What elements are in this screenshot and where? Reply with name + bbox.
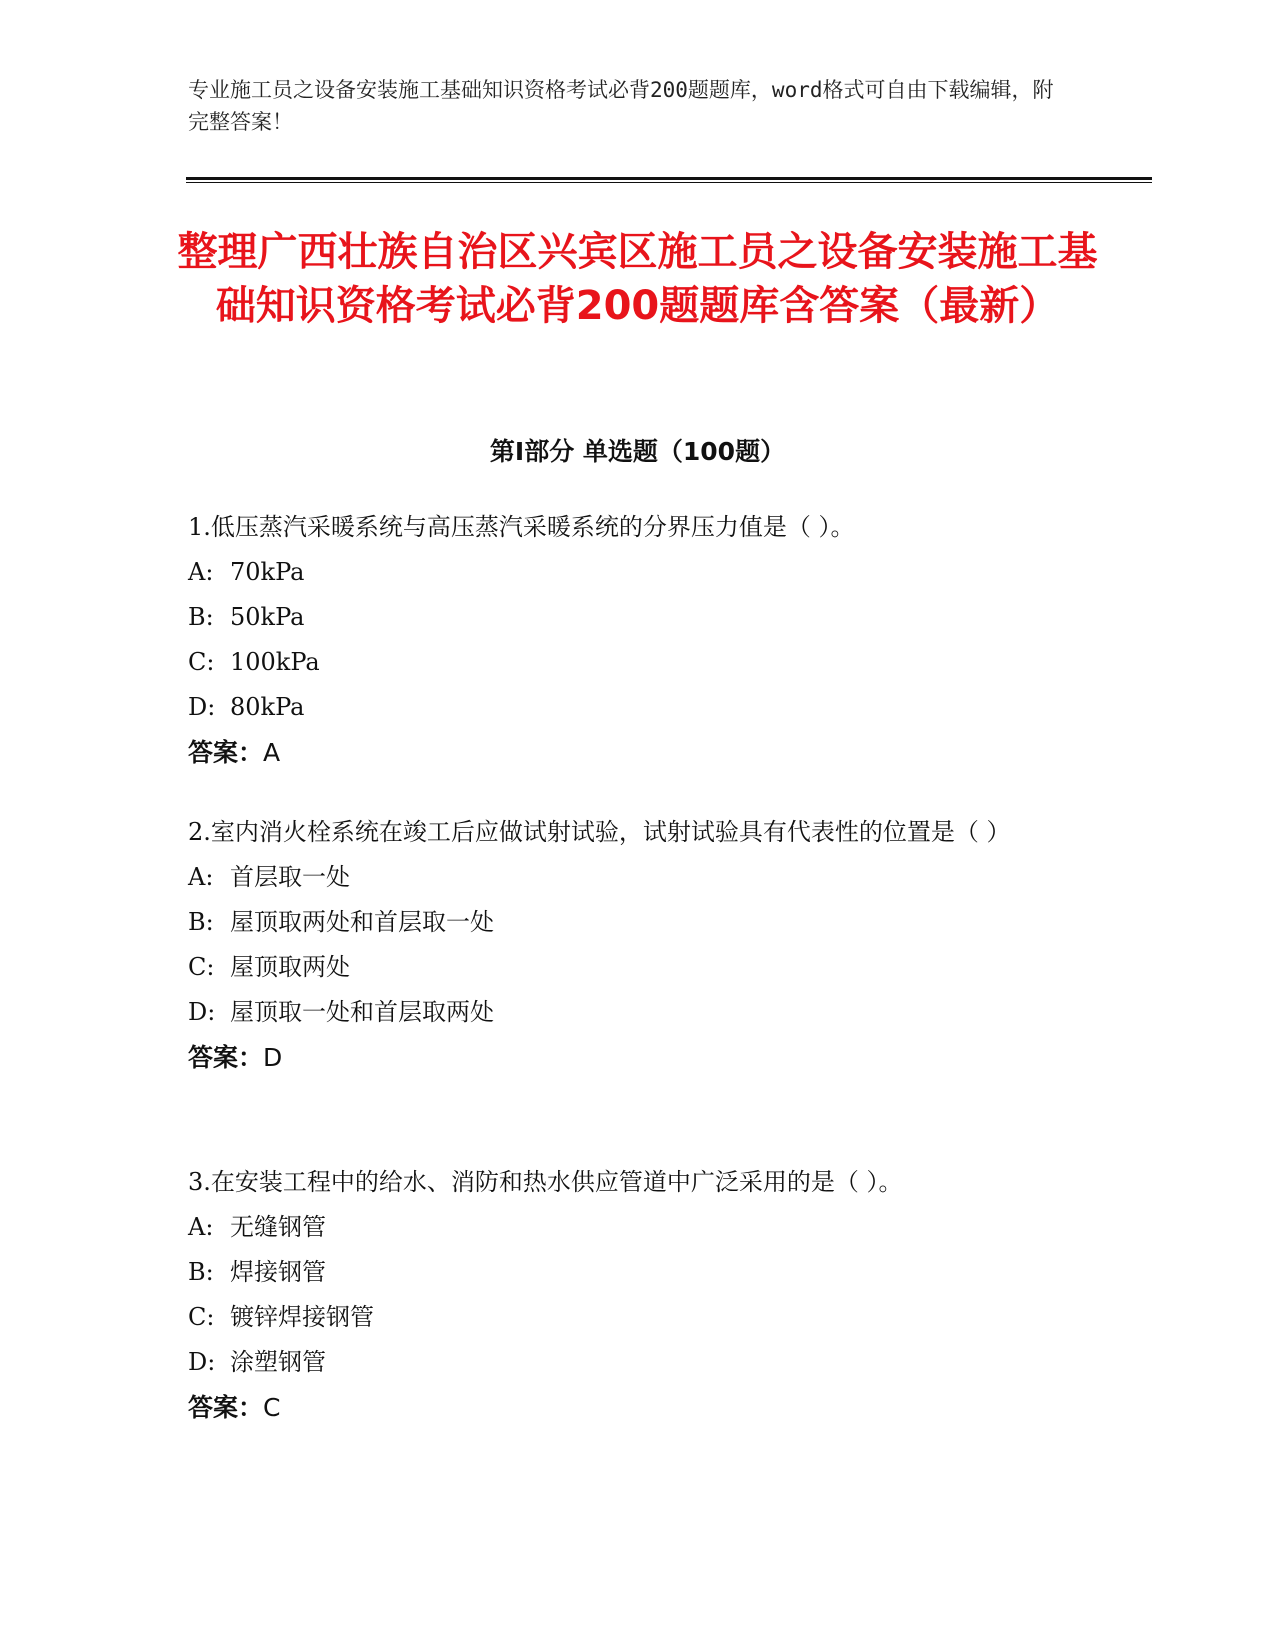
option-text: 涂塑钢管	[230, 1348, 326, 1376]
option-key: B:	[188, 908, 214, 936]
option-d	[188, 990, 1068, 1035]
option-b	[188, 900, 1068, 945]
question-stem: 2.室内消火栓系统在竣工后应做试射试验，试射试验具有代表性的位置是（ ）	[188, 818, 1011, 846]
header-rule-thick	[186, 177, 1152, 180]
option-text: 屋顶取两处	[230, 953, 350, 981]
option-key: A:	[188, 1213, 214, 1241]
option-key: B:	[188, 603, 214, 631]
answer-value: C	[263, 1393, 281, 1422]
answer-label: 答案：	[188, 1043, 264, 1072]
header-note: 专业施工员之设备安装施工基础知识资格考试必背200题题库，word格式可自由下载编辑，附完整答案！	[188, 78, 1054, 134]
option-c	[188, 640, 1068, 685]
option-text: 首层取一处	[230, 863, 350, 891]
answer-value: D	[263, 1043, 283, 1072]
option-text: 镀锌焊接钢管	[230, 1303, 374, 1331]
option-key: B:	[188, 1258, 214, 1286]
answer-label: 答案：	[188, 1393, 264, 1422]
question-1	[188, 505, 1068, 775]
option-c	[188, 945, 1068, 990]
option-a	[188, 550, 1068, 595]
option-b	[188, 595, 1068, 640]
option-text: 80kPa	[230, 693, 305, 721]
option-key: A:	[188, 558, 214, 586]
answer-line	[188, 1035, 1068, 1080]
document-title: 整理广西壮族自治区兴宾区施工员之设备安装施工基础知识资格考试必背200题题库含答案（最新）	[177, 229, 1098, 329]
option-b	[188, 1250, 1068, 1295]
option-text: 无缝钢管	[230, 1213, 326, 1241]
section-heading: 第Ⅰ部分 单选题（100题）	[489, 437, 786, 466]
option-a	[188, 1205, 1068, 1250]
answer-label: 答案：	[188, 738, 264, 767]
option-text: 屋顶取一处和首层取两处	[230, 998, 494, 1026]
answer-value: A	[263, 738, 281, 767]
option-key: A:	[188, 863, 214, 891]
option-text: 50kPa	[230, 603, 305, 631]
option-a	[188, 855, 1068, 900]
option-text: 屋顶取两处和首层取一处	[230, 908, 494, 936]
option-key: D:	[188, 998, 216, 1026]
option-key: C:	[188, 953, 215, 981]
answer-line	[188, 730, 1068, 775]
answer-line	[188, 1385, 1068, 1430]
question-2	[188, 810, 1068, 1080]
option-key: D:	[188, 693, 216, 721]
option-key: D:	[188, 1348, 216, 1376]
option-key: C:	[188, 1303, 215, 1331]
question-stem: 3.在安装工程中的给水、消防和热水供应管道中广泛采用的是（ ）。	[188, 1168, 903, 1196]
option-text: 焊接钢管	[230, 1258, 326, 1286]
question-3	[188, 1160, 1068, 1430]
option-d	[188, 1340, 1068, 1385]
option-key: C:	[188, 648, 215, 676]
header-rule-thin	[186, 182, 1152, 183]
question-stem: 1.低压蒸汽采暖系统与高压蒸汽采暖系统的分界压力值是（ ）。	[188, 513, 855, 541]
option-text: 70kPa	[230, 558, 305, 586]
option-c	[188, 1295, 1068, 1340]
option-text: 100kPa	[230, 648, 320, 676]
option-d	[188, 685, 1068, 730]
